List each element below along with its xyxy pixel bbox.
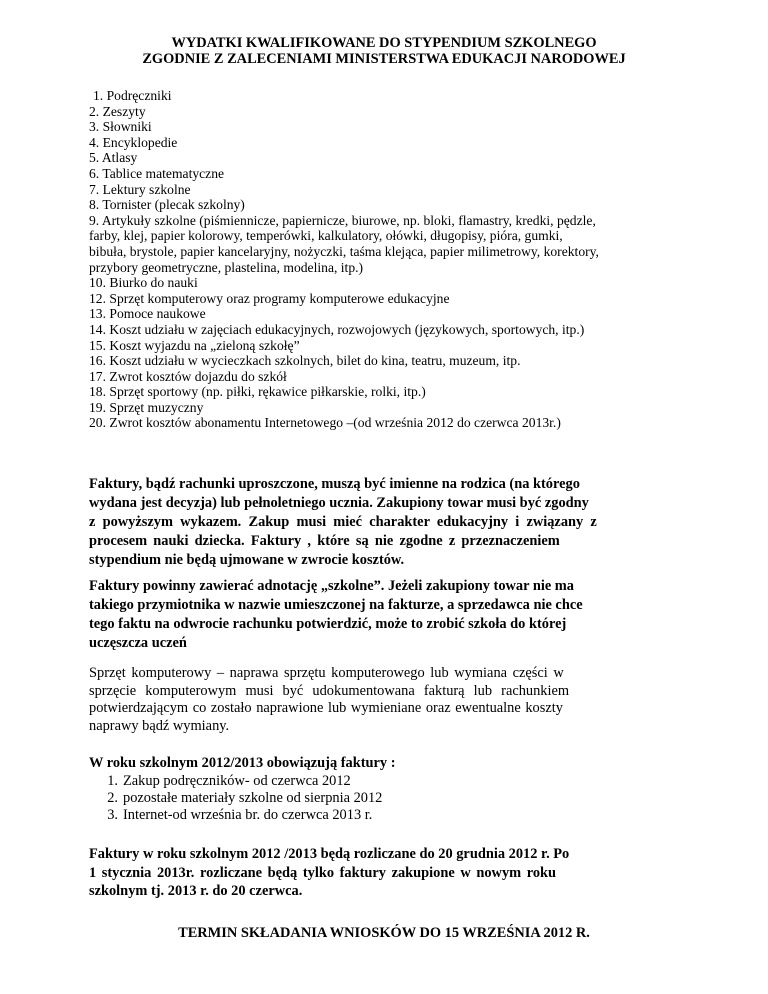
list-item: 7. Lektury szkolne bbox=[89, 181, 191, 197]
invoices-list bbox=[100, 773, 382, 825]
text-line: Faktury powinny zawierać adnotację „szkolne”. Jeżeli zakupiony towar nie ma bbox=[89, 578, 574, 594]
text-line: szkolnym tj. 2013 r. do 20 czerwca. bbox=[89, 883, 303, 900]
list-item: 1. Podręczniki bbox=[93, 88, 172, 103]
text-line: potwierdzającym co zostało naprawione lub wymieniane oraz ewentualne koszty bbox=[89, 700, 563, 717]
text-line: sprzęcie komputerowym musi być udokumentowana fakturą lub rachunkiem bbox=[89, 682, 570, 699]
text-line: wydana jest decyzja) lub pełnoletniego ucznia. Zakupiony towar musi być zgodny bbox=[89, 495, 589, 511]
list-item: 6. Tablice matematyczne bbox=[89, 165, 225, 181]
qualified-expenses-list bbox=[89, 88, 689, 431]
application-deadline: TERMIN SKŁADANIA WNIOSKÓW DO 15 WRZEŚNIA 2012 R. bbox=[178, 925, 590, 941]
text-line: uczęszcza uczeń bbox=[89, 635, 187, 651]
list-item: 2. Zeszyty bbox=[89, 103, 146, 119]
list-item: 13. Pomoce naukowe bbox=[89, 306, 206, 322]
settlement-paragraph bbox=[89, 845, 679, 901]
list-item-continuation: przybory geometryczne, plastelina, modelina, itp.) bbox=[89, 259, 364, 275]
computer-repair-paragraph bbox=[89, 665, 679, 735]
list-item: 3. Słowniki bbox=[89, 119, 152, 135]
document-title bbox=[60, 35, 708, 67]
list-item: 4. Encyklopedie bbox=[89, 134, 178, 150]
list-item bbox=[100, 807, 382, 824]
list-text: pozostałe materiały szkolne od sierpnia 2012 bbox=[123, 790, 383, 807]
list-item: 9. Artykuły szkolne (piśmiennicze, papiernicze, biurowe, np. bloki, flamastry, kredki, pędzle, bbox=[89, 212, 596, 228]
text-line: takiego przymiotnika w nazwie umieszczonej na fakturze, a sprzedawca nie chce bbox=[89, 597, 583, 613]
title-line-2: ZGODNIE Z ZALECENIAMI MINISTERSTWA EDUKACJI NARODOWEJ bbox=[142, 51, 626, 67]
list-item: 5. Atlasy bbox=[89, 150, 138, 166]
list-number: 1. bbox=[107, 773, 118, 789]
text-line: z powyższym wykazem. Zakup musi mieć charakter edukacyjny i związany z bbox=[89, 514, 597, 530]
list-item: 10. Biurko do nauki bbox=[89, 275, 198, 291]
list-text: Internet-od września br. do czerwca 2013 r. bbox=[123, 807, 373, 824]
list-item: 16. Koszt udziału w wycieczkach szkolnych, bilet do kina, teatru, muzeum, itp. bbox=[89, 353, 521, 369]
text-line: tego faktu na odwrocie rachunku potwierdzić, może to zrobić szkoła do której bbox=[89, 616, 567, 632]
list-text: Zakup podręczników- od czerwca 2012 bbox=[123, 773, 351, 789]
list-item: 20. Zwrot kosztów abonamentu Internetowego –(od września 2012 do czerwca 2013r.) bbox=[89, 415, 561, 431]
list-number: 3. bbox=[107, 807, 118, 824]
text-line: stypendium nie będą ujmowane w zwrocie kosztów. bbox=[89, 552, 405, 568]
list-item: 18. Sprzęt sportowy (np. piłki, rękawice piłkarskie, rolki, itp.) bbox=[89, 384, 426, 400]
text-line: naprawy bądź wymiany. bbox=[89, 717, 230, 734]
invoice-requirements-paragraph bbox=[89, 475, 679, 570]
list-item: 19. Sprzęt muzyczny bbox=[89, 399, 204, 415]
text-line: Faktury w roku szkolnym 2012 /2013 będą rozliczane do 20 grudnia 2012 r. Po bbox=[89, 846, 570, 862]
school-annotation-paragraph bbox=[89, 577, 679, 653]
text-line: Faktury, bądź rachunki uproszczone, muszą być imienne na rodzica (na którego bbox=[89, 476, 580, 492]
text-line: Sprzęt komputerowy – naprawa sprzętu komputerowego lub wymiana części w bbox=[89, 665, 564, 681]
list-item: 8. Tornister (plecak szkolny) bbox=[89, 197, 245, 213]
list-item: 14. Koszt udziału w zajęciach edukacyjnych, rozwojowych (językowych, sportowych, itp.) bbox=[89, 321, 585, 337]
title-line-1: WYDATKI KWALIFIKOWANE DO STYPENDIUM SZKOLNEGO bbox=[171, 35, 597, 51]
list-item-continuation: farby, klej, papier kolorowy, temperówki, kalkulatory, ołówki, długopisy, pióra, gumki, bbox=[89, 228, 563, 244]
text-line: procesem nauki dziecka. Faktury , które są nie zgodne z przeznaczeniem bbox=[89, 533, 560, 549]
list-item bbox=[100, 790, 382, 807]
list-item: 12. Sprzęt komputerowy oraz programy komputerowe edukacyjne bbox=[89, 290, 450, 306]
list-item: 15. Koszt wyjazdu na „zieloną szkołę” bbox=[89, 337, 300, 353]
list-item bbox=[100, 773, 382, 790]
list-item: 17. Zwrot kosztów dojazdu do szkół bbox=[89, 368, 287, 384]
invoices-heading: W roku szkolnym 2012/2013 obowiązują faktury : bbox=[89, 755, 396, 771]
text-line: 1 stycznia 2013r. rozliczane będą tylko faktury zakupione w nowym roku bbox=[89, 864, 557, 881]
list-item-continuation: bibuła, brystole, papier kancelaryjny, nożyczki, taśma klejąca, papier milimetrowy, korektory, bbox=[89, 243, 599, 259]
list-number: 2. bbox=[107, 790, 118, 807]
